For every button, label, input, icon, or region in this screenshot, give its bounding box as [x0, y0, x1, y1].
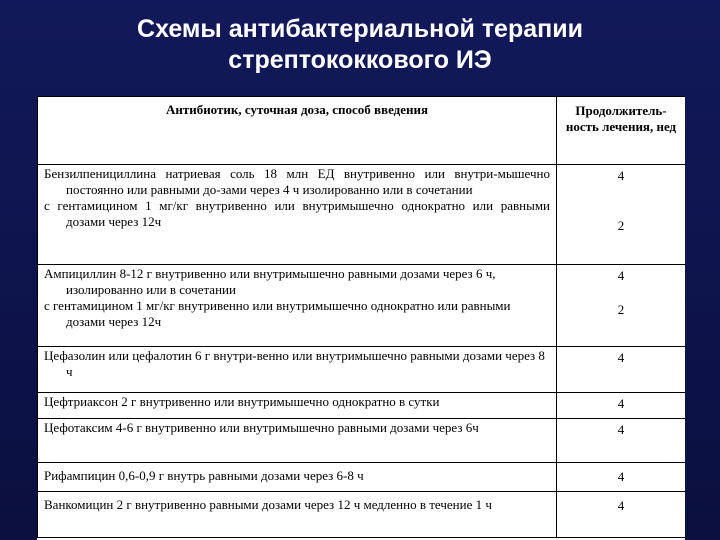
- duration-cell: [557, 165, 686, 265]
- duration-value: 4: [617, 396, 625, 411]
- table-row: [38, 165, 686, 265]
- table-row: [38, 419, 686, 463]
- table-row: [38, 347, 686, 393]
- duration-cell: [557, 419, 686, 463]
- therapy-table: [37, 96, 685, 538]
- regimen-cell: [38, 419, 557, 463]
- regimen-line: Ампициллин 8-12 г внутривенно или внутримышечно равными дозами через 6 ч, изолированно или в сочетании: [44, 266, 496, 297]
- regimen-line: Цефотаксим 4-6 г внутривенно или внутримышечно равными дозами через 6ч: [44, 420, 479, 435]
- duration-value: 4: [617, 168, 625, 183]
- slide-title: [0, 14, 720, 76]
- regimen-line: Цефазолин или цефалотин 6 г внутри-венно или внутримышечно равными дозами через 8 ч: [44, 348, 545, 379]
- duration-cell: [557, 347, 686, 393]
- header-duration: Продолжитель-ность лечения, нед: [557, 97, 686, 165]
- duration-cell: [557, 393, 686, 419]
- regimen-cell: [38, 492, 557, 538]
- regimen-cell: [38, 463, 557, 492]
- duration-value: 4: [617, 422, 625, 437]
- table-row: [38, 492, 686, 538]
- duration-cell: [557, 492, 686, 538]
- table-row: [38, 265, 686, 347]
- regimen-cell: [38, 393, 557, 419]
- therapy-table-container: [37, 96, 685, 540]
- regimen-cell: [38, 165, 557, 265]
- regimen-line: Бензилпенициллина натриевая соль 18 млн ЕД внутривенно или внутри-мышечно постоянно или равными до-зами через 4 ч изолированно или в сочетании: [44, 166, 550, 197]
- regimen-line: с гентамицином 1 мг/кг внутривенно или внутримышечно однократно или равными дозами через 12ч: [44, 298, 511, 329]
- duration-value: 4: [617, 469, 625, 484]
- regimen-cell: [38, 347, 557, 393]
- duration-value: 2: [617, 302, 625, 317]
- duration-value: 4: [617, 498, 625, 513]
- duration-cell: [557, 265, 686, 347]
- regimen-line: с гентамицином 1 мг/кг внутривенно или внутримышечно однократно или равными дозами через 12ч: [44, 198, 550, 229]
- regimen-cell: [38, 265, 557, 347]
- duration-value: 4: [617, 350, 625, 365]
- duration-value: 2: [617, 218, 625, 233]
- header-regimen: Антибиотик, суточная доза, способ введения: [38, 97, 557, 165]
- duration-cell: [557, 463, 686, 492]
- table-header-row: [38, 97, 686, 165]
- slide-title-line-2: стрептококкового ИЭ: [228, 46, 492, 74]
- regimen-line: Ванкомицин 2 г внутривенно равными дозами через 12 ч медленно в течение 1 ч: [44, 497, 492, 512]
- slide-title-line-1: Схемы антибактериальной терапии: [137, 15, 583, 43]
- regimen-line: Цефтриаксон 2 г внутривенно или внутримышечно однократно в сутки: [44, 394, 440, 409]
- duration-value: 4: [617, 268, 625, 283]
- table-row: [38, 393, 686, 419]
- regimen-line: Рифампицин 0,6-0,9 г внутрь равными дозами через 6-8 ч: [44, 468, 364, 483]
- table-row: [38, 463, 686, 492]
